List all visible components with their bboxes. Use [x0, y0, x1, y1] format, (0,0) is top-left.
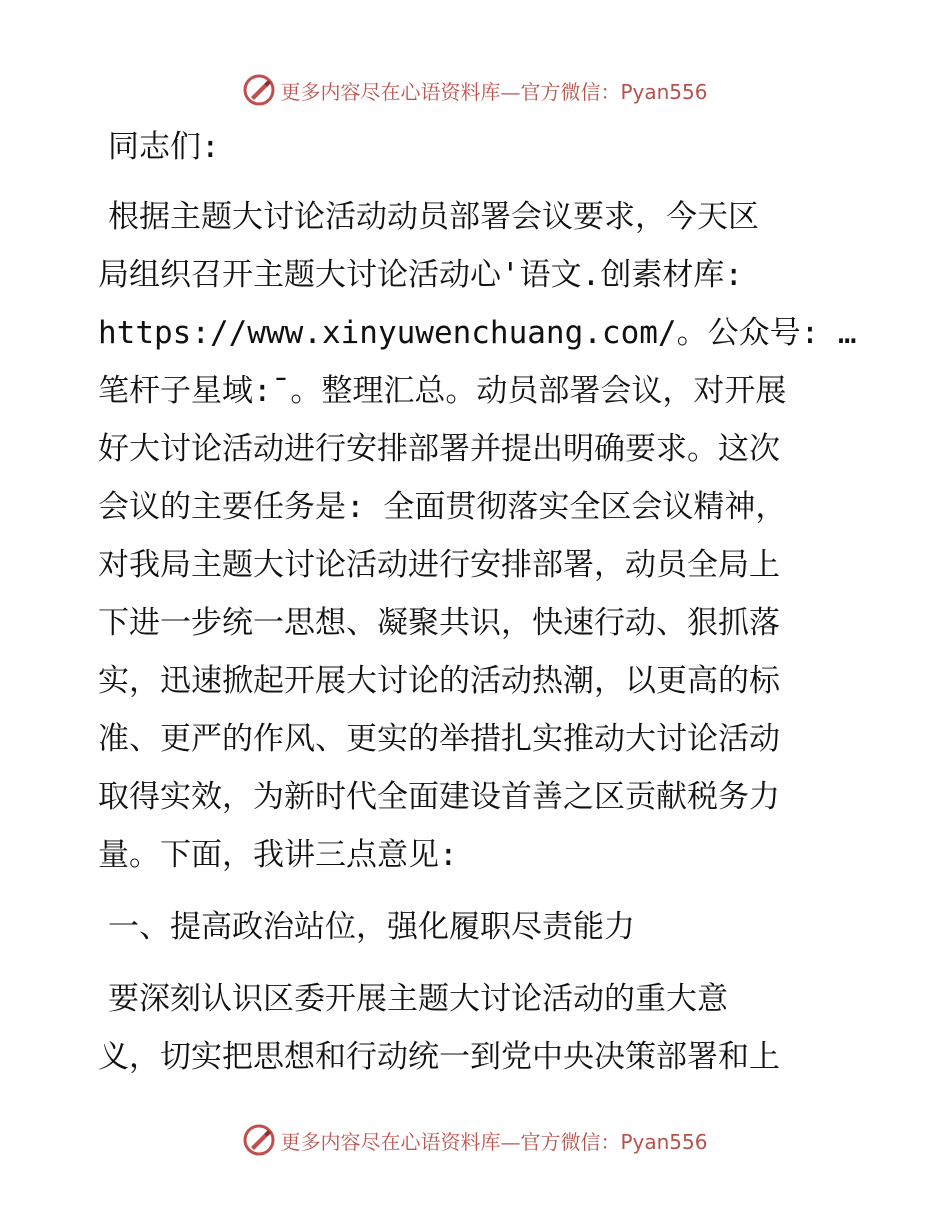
section-heading-1: 一、提高政治站位，强化履职尽责能力	[108, 909, 635, 945]
paragraph-line: 下进一步统一思想、凝聚共识，快速行动、狠抓落	[98, 605, 780, 641]
paragraph-line: 实，迅速掀起开展大讨论的活动热潮，以更高的标	[98, 663, 780, 699]
paragraph-line: 会议的主要任务是: 全面贯彻落实全区会议精神，	[98, 489, 787, 525]
header-watermark	[0, 70, 950, 110]
paragraph-line: 准、更严的作风、更实的举措扎实推动大讨论活动	[98, 721, 780, 757]
paragraph-line: 好大讨论活动进行安排部署并提出明确要求。这次	[98, 431, 780, 467]
paragraph-line: 取得实效，为新时代全面建设首善之区贡献税务力	[98, 779, 780, 815]
paragraph-line: 局组织召开主题大讨论活动心'语文.创素材库:	[98, 257, 743, 293]
paragraph-line: 要深刻认识区委开展主题大讨论活动的重大意	[108, 981, 728, 1017]
paragraph-line: 对我局主题大讨论活动进行安排部署，动员全局上	[98, 547, 780, 583]
footer-watermark	[0, 1120, 950, 1160]
watermark-text: 更多内容尽在心语资料库—官方微信：Pyan556	[280, 79, 708, 104]
paragraph-line: https://www.xinyuwenchuang.com/。公众号: …	[98, 315, 857, 351]
document-body	[98, 118, 858, 1086]
paragraph-1	[98, 188, 858, 884]
watermark-text: 更多内容尽在心语资料库—官方微信：Pyan556	[280, 1129, 708, 1154]
paragraph-line: 根据主题大讨论活动动员部署会议要求，今天区	[108, 199, 759, 235]
salutation: 同志们:	[108, 129, 220, 165]
paragraph-2	[98, 970, 858, 1086]
paragraph-line: 笔杆子星域:¯。整理汇总。动员部署会议，对开展	[98, 373, 787, 409]
paragraph-line: 义，切实把思想和行动统一到党中央决策部署和上	[98, 1039, 780, 1075]
pen-logo-icon	[242, 73, 276, 107]
pen-logo-icon	[242, 1123, 276, 1157]
paragraph-line: 量。下面，我讲三点意见:	[98, 837, 458, 873]
